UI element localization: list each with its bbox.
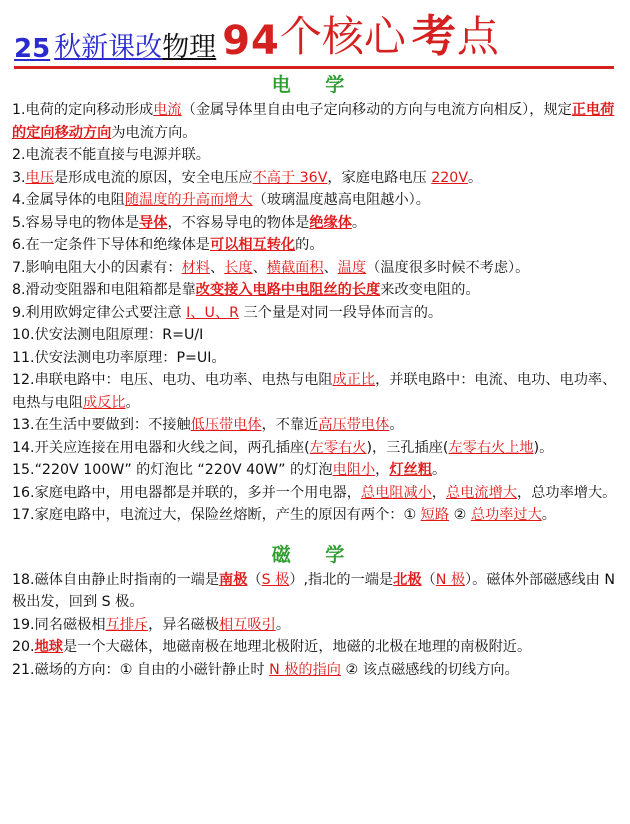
title-season: 秋新课改 (54, 32, 163, 63)
point-12: 12.串联电路中：电压、电功、电功率、电热与电阻成正比，并联电路中：电流、电功、电功率、电热与电阻成反比。 (12, 372, 617, 411)
title-core: 个核心 (279, 12, 406, 61)
point-4: 4.金属导体的电阻随温度的升高而增大（玻璃温度越高电阻越小）。 (12, 192, 430, 208)
point-15: 15.“220V 100W” 的灯泡比 “220V 40W” 的灯泡电阻小，灯丝粗。 (12, 462, 447, 478)
point-21: 21.磁场的方向：① 自由的小磁针静止时 N 极的指向 ② 该点磁感线的切线方向。 (12, 661, 519, 678)
point-8: 8.滑动变阻器和电阻箱都是靠改变接入电路中电阻丝的长度来改变电阻的。 (12, 282, 480, 298)
point-2: 2.电流表不能直接与电源并联。 (12, 147, 210, 163)
page-title (14, 0, 614, 69)
point-7: 7.影响电阻大小的因素有：材料、长度、横截面积、温度（温度很多时候不考虑）。 (12, 259, 530, 276)
title-dian: 点 (456, 12, 499, 61)
point-13: 13.在生活中要做到：不接触低压带电体，不靠近高压带电体。 (12, 417, 404, 433)
point-1: 1.电荷的定向移动形成电流（金属导体里自由电子定向移动的方向与电流方向相反），规定正电荷的定向移动方向为电流方向。 (12, 102, 615, 141)
point-16: 16.家庭电路中，用电器都是并联的，多并一个用电器，总电阻减小，总电流增大，总功率增大。 (12, 484, 617, 501)
point-17: 17.家庭电路中，电流过大，保险丝熔断，产生的原因有两个：① 短路 ② 总功率过大。 (12, 507, 556, 523)
title-subject: 物理 (162, 32, 217, 63)
point-20: 20.地球是一个大磁体，地磁南极在地理北极附近，地磁的北极在地理的南极附近。 (12, 639, 532, 655)
point-11: 11.伏安法测电功率原理：P=UI。 (12, 349, 226, 366)
point-19: 19.同名磁极相互排斥，异名磁极相互吸引。 (12, 616, 291, 633)
point-10: 10.伏安法测电阻原理：R=U/I (12, 327, 204, 343)
point-5: 5.容易导电的物体是导体，不容易导电的物体是绝缘体。 (12, 214, 367, 231)
point-3: 3.电压是形成电流的原因，安全电压应不高于 36V，家庭电路电压 220V。 (12, 169, 483, 186)
title-kao: 考 (411, 11, 457, 62)
title-count: 94 (222, 18, 280, 64)
point-18: 18.磁体自由静止时指南的一端是南极（S 极）,指北的一端是北极（N 极）。磁体外部磁感线由 N 极出发，回到 S 极。 (12, 571, 615, 610)
title-number: 25 (14, 34, 51, 64)
section-title-magnetism: 磁 学 (271, 543, 359, 566)
section-title-electricity: 电 学 (271, 74, 359, 96)
point-6: 6.在一定条件下导体和绝缘体是可以相互转化的。 (12, 237, 324, 253)
point-9: 9.利用欧姆定律公式要注意 I、U、R 三个量是对同一段导体而言的。 (12, 304, 443, 321)
point-14: 14.开关应连接在用电器和火线之间，两孔插座(左零右火)，三孔插座(左零右火上地)。 (12, 439, 554, 456)
